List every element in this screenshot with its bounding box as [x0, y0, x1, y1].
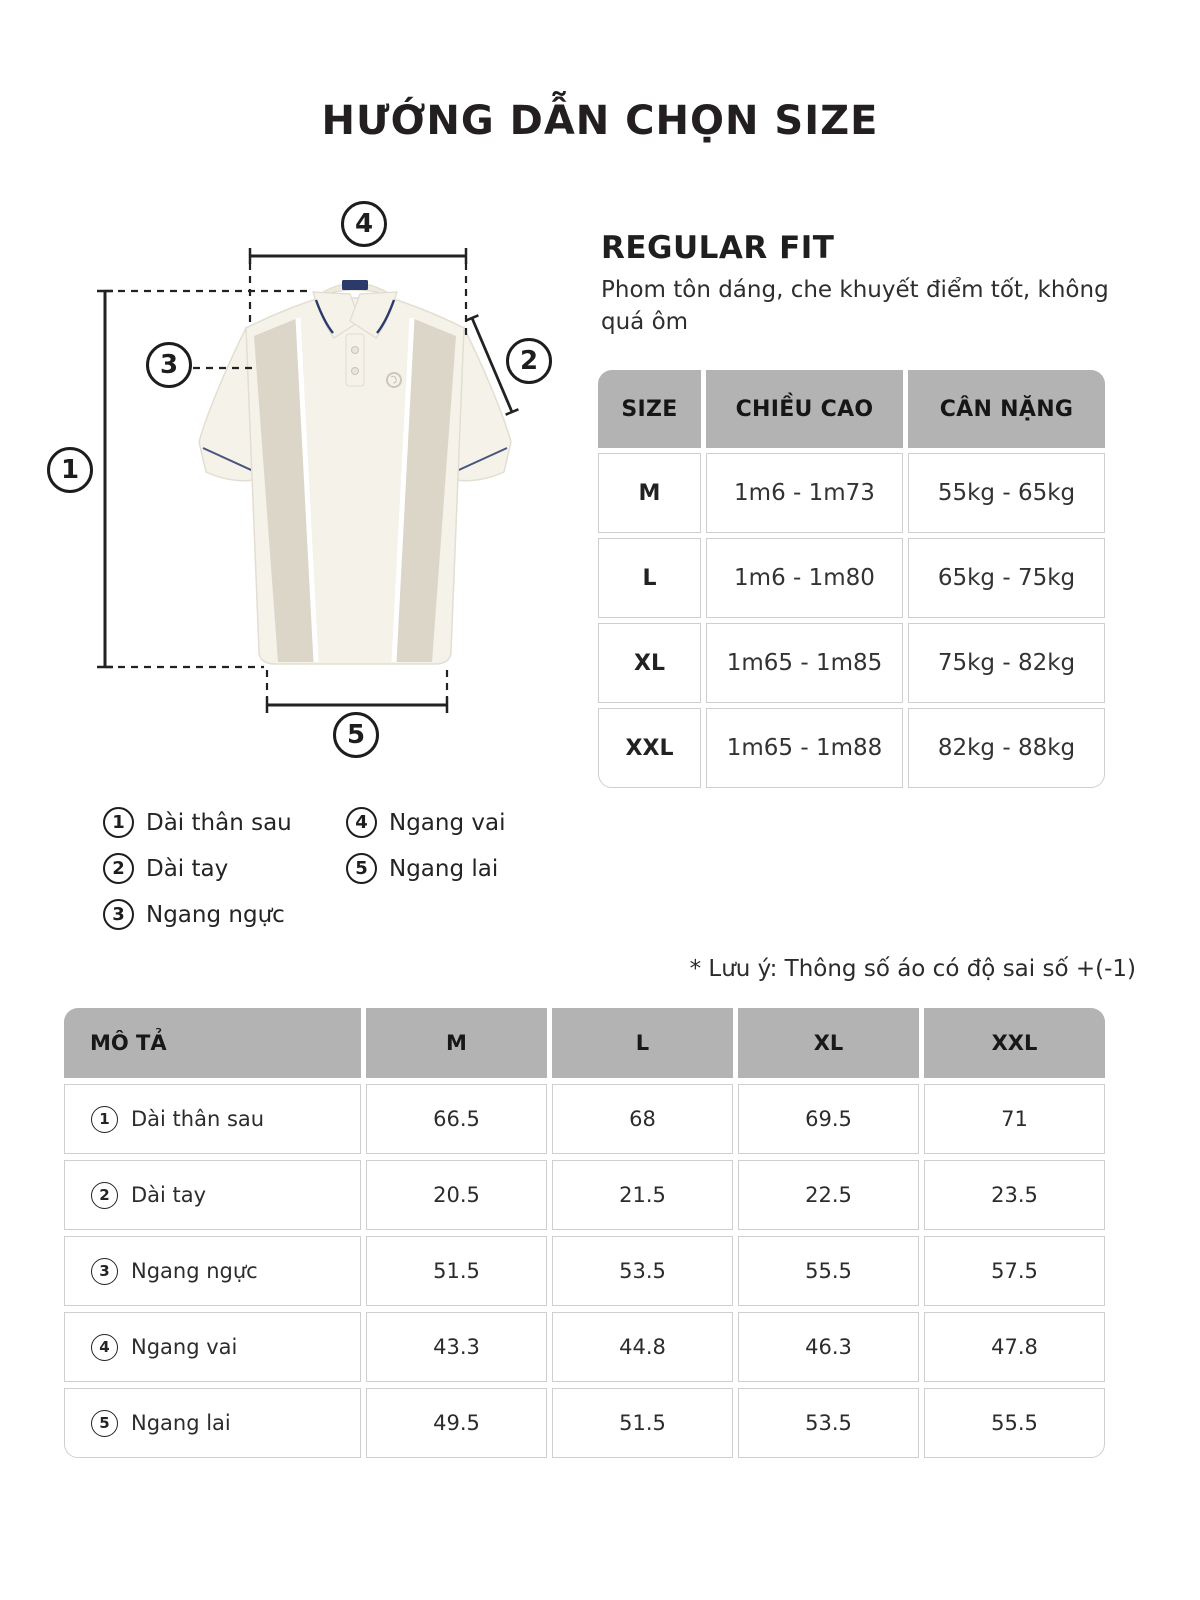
- page-title: HƯỚNG DẪN CHỌN SIZE: [321, 98, 879, 144]
- mt-value: 55.5: [738, 1236, 919, 1306]
- callout-3-badge: 3: [146, 342, 192, 388]
- mt-label-text: Dài tay: [131, 1183, 207, 1207]
- fit-description: Phom tôn dáng, che khuyết điểm tốt, không quá ôm: [601, 277, 1109, 336]
- size-cell: M: [598, 453, 701, 533]
- mt-label-text: Dài thân sau: [131, 1107, 265, 1131]
- legend-label: Ngang vai: [389, 809, 506, 836]
- mt-value: 21.5: [552, 1160, 733, 1230]
- mt-row-label: [64, 1236, 361, 1306]
- mt-value: 69.5: [738, 1084, 919, 1154]
- mt-row-label: [64, 1312, 361, 1382]
- mt-header-m: M: [366, 1008, 547, 1078]
- mt-value: 55.5: [924, 1388, 1105, 1458]
- mt-value: 53.5: [552, 1236, 733, 1306]
- polo-shirt-illustration: [30, 170, 590, 780]
- mt-header-xl: XL: [738, 1008, 919, 1078]
- mt-header-desc: MÔ TẢ: [64, 1008, 361, 1078]
- mt-label-text: Ngang lai: [131, 1411, 231, 1435]
- mt-value: 49.5: [366, 1388, 547, 1458]
- circled-number-1: 1: [91, 1106, 118, 1133]
- callout-2-badge: 2: [506, 338, 552, 384]
- circled-number-3: 3: [103, 899, 134, 930]
- mt-value: 66.5: [366, 1084, 547, 1154]
- weight-cell: 75kg - 82kg: [908, 623, 1105, 703]
- height-cell: 1m6 - 1m73: [706, 453, 903, 533]
- height-cell: 1m65 - 1m85: [706, 623, 903, 703]
- circled-number-2: 2: [91, 1182, 118, 1209]
- legend-label: Ngang lai: [389, 855, 499, 882]
- legend-label: Dài tay: [146, 855, 229, 882]
- legend-item: [346, 807, 505, 838]
- size-table-header-weight: CÂN NẶNG: [908, 370, 1105, 448]
- circled-number-1: 1: [103, 807, 134, 838]
- fit-heading: REGULAR FIT: [601, 230, 835, 266]
- weight-cell: 82kg - 88kg: [908, 708, 1105, 788]
- polo-shirt-diagram: [30, 170, 590, 780]
- size-cell: XL: [598, 623, 701, 703]
- size-cell: L: [598, 538, 701, 618]
- legend-item: [103, 807, 292, 838]
- mt-row-label: [64, 1160, 361, 1230]
- size-table-header-size: SIZE: [598, 370, 701, 448]
- circled-number-3: 3: [91, 1258, 118, 1285]
- mt-value: 51.5: [366, 1236, 547, 1306]
- mt-row-label: [64, 1388, 361, 1458]
- mt-value: 23.5: [924, 1160, 1105, 1230]
- circled-number-5: 5: [346, 853, 377, 884]
- mt-header-xxl: XXL: [924, 1008, 1105, 1078]
- mt-value: 44.8: [552, 1312, 733, 1382]
- callout-5-badge: 5: [333, 712, 379, 758]
- circled-number-5: 5: [91, 1410, 118, 1437]
- weight-cell: 65kg - 75kg: [908, 538, 1105, 618]
- mt-row-label: [64, 1084, 361, 1154]
- circled-number-4: 4: [91, 1334, 118, 1361]
- height-cell: 1m6 - 1m80: [706, 538, 903, 618]
- legend-item: [103, 899, 285, 930]
- callout-1-badge: 1: [47, 447, 93, 493]
- mt-value: 71: [924, 1084, 1105, 1154]
- measurement-table: [64, 1008, 1105, 1458]
- callout-4-badge: 4: [341, 201, 387, 247]
- legend-item: [346, 853, 498, 884]
- mt-value: 43.3: [366, 1312, 547, 1382]
- circled-number-4: 4: [346, 807, 377, 838]
- legend-label: Dài thân sau: [146, 809, 292, 836]
- mt-header-l: L: [552, 1008, 733, 1078]
- mt-value: 57.5: [924, 1236, 1105, 1306]
- circled-number-2: 2: [103, 853, 134, 884]
- size-cell: XXL: [598, 708, 701, 788]
- mt-label-text: Ngang ngực: [131, 1259, 258, 1283]
- mt-value: 22.5: [738, 1160, 919, 1230]
- mt-value: 51.5: [552, 1388, 733, 1458]
- height-cell: 1m65 - 1m88: [706, 708, 903, 788]
- mt-value: 20.5: [366, 1160, 547, 1230]
- mt-label-text: Ngang vai: [131, 1335, 238, 1359]
- legend-label: Ngang ngực: [146, 901, 285, 928]
- mt-value: 68: [552, 1084, 733, 1154]
- mt-value: 46.3: [738, 1312, 919, 1382]
- legend-item: [103, 853, 228, 884]
- size-table: [598, 370, 1105, 788]
- mt-value: 53.5: [738, 1388, 919, 1458]
- mt-value: 47.8: [924, 1312, 1105, 1382]
- size-table-header-height: CHIỀU CAO: [706, 370, 903, 448]
- weight-cell: 55kg - 65kg: [908, 453, 1105, 533]
- note-text: * Lưu ý: Thông số áo có độ sai số +(-1): [689, 956, 1136, 982]
